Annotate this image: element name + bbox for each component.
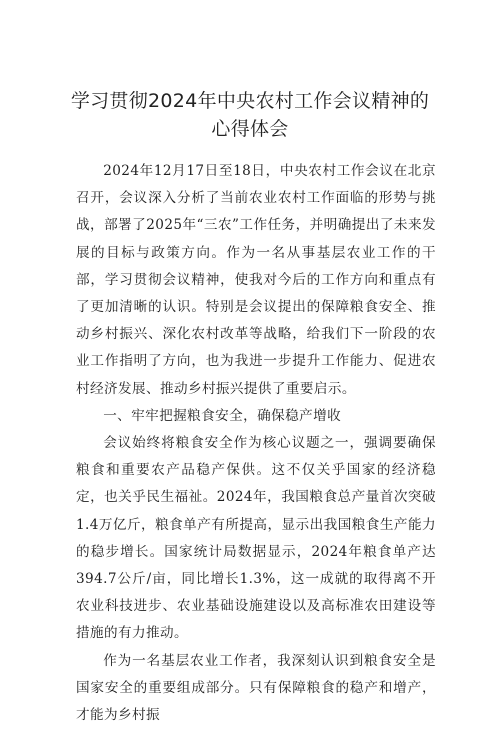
document-title-line-2: 心得体会 — [211, 118, 289, 140]
section-heading-1: 一、牢牢把握粮食安全，确保稳产增收 — [103, 407, 342, 424]
section-1-paragraph-2: 作为一名基层农业工作者，我深刻认识到粮食安全是国家安全的重要组成部分。只有保障粮食的稳产和增产，才能为乡村振 — [76, 652, 436, 724]
intro-paragraph: 2024年12月17日至18日，中央农村工作会议在北京召开，会议深入分析了当前农业农村工作面临的形势与挑战，部署了2025年“三农”工作任务，并明确提出了未来发展的目标与政策方向。作为一名从事基层农业工作的干部，学习贯彻会议精神，使我对今后的工作方向和重点有了更加清晰的认识。特别是会议提出的保障粮食安全、推动乡村振兴、深化农村改革等战略，给我们下一阶段的农业工作指明了方向，也为我进一步提升工作能力、促进农村经济发展、推动乡村振兴提供了重要启示。 — [76, 163, 436, 397]
document-body — [76, 158, 436, 729]
section-1-paragraph-1: 会议始终将粮食安全作为核心议题之一，强调要确保粮食和重要农产品稳产保供。这不仅关乎国家的经济稳定，也关乎民生福祉。2024年，我国粮食总产量首次突破1.4万亿斤，粮食单产有所提高，显示出我国粮食生产能力的稳步增长。国家统计局数据显示，2024年粮食单产达394.7公斤/亩，同比增长1.3%，这一成就的取得离不开农业科技进步、农业基础设施建设以及高标准农田建设等措施的有力推动。 — [76, 435, 436, 642]
document-title-line-1: 学习贯彻2024年中央农村工作会议精神的 — [70, 90, 430, 112]
